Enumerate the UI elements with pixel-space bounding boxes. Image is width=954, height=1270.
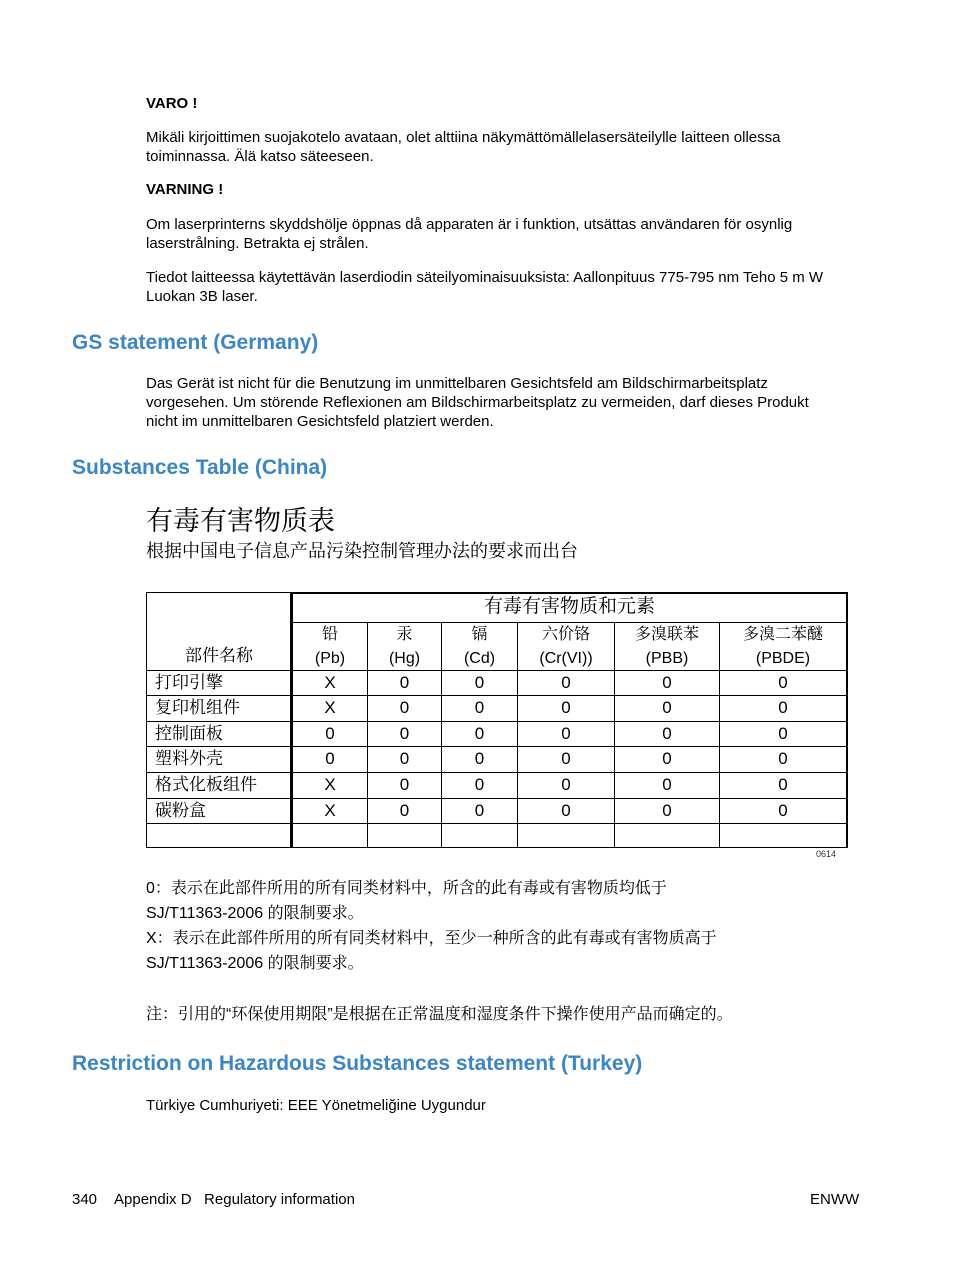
row-part-name: 碳粉盒 <box>155 801 206 820</box>
china-title: 有毒有害物质表 <box>146 506 335 536</box>
footnote: 注：引用的“环保使用期限”是根据在正常温度和湿度条件下操作使用产品而确定的。 <box>146 1006 733 1023</box>
gs-line-1: Das Gerät ist nicht für die Benutzung im unmittelbaren Gesichtsfeld am Bildschirmarbeitsplatz <box>146 375 768 392</box>
column-header-symbol: (PBDE) <box>755 650 811 667</box>
table-cell: X <box>324 673 336 692</box>
varning-label: VARNING ! <box>146 181 224 198</box>
table-cell: 0 <box>325 749 335 768</box>
column-header-cn: 铅 <box>321 626 338 643</box>
turkey-text: Türkiye Cumhuriyeti: EEE Yönetmeliğine Uygundur <box>146 1097 486 1114</box>
row-part-name: 塑料外壳 <box>155 749 223 768</box>
table-cell: 0 <box>474 698 485 717</box>
table-part-header: 部件名称 <box>185 646 253 665</box>
substances-table <box>146 592 848 848</box>
gs-line-2: vorgesehen. Um störende Reflexionen am Bildschirmarbeitsplatz zu vermeiden, darf dieses Produkt <box>146 394 809 411</box>
table-cell: 0 <box>561 724 571 743</box>
table-cell: X <box>324 801 336 820</box>
varning-text-line-1: Om laserprinterns skyddshölje öppnas då apparaten är i funktion, utsättas användaren för osynlig <box>146 216 793 233</box>
table-cell: 0 <box>399 801 410 820</box>
table-cell: 0 <box>399 775 410 794</box>
footer-right: ENWW <box>810 1191 860 1208</box>
column-header-cn: 多溴联苯 <box>634 626 699 643</box>
varo-text-line-2: toiminnassa. Älä katso säteeseen. <box>146 148 374 165</box>
table-cell: 0 <box>778 698 788 717</box>
footer-section: Appendix D Regulatory information <box>114 1191 355 1208</box>
table-cell: 0 <box>778 775 788 794</box>
table-cell: 0 <box>561 698 571 717</box>
table-cell: 0 <box>778 673 788 692</box>
table-cell: 0 <box>561 801 571 820</box>
tiedot-line-2: Luokan 3B laser. <box>146 288 258 305</box>
table-cell: 0 <box>778 801 788 820</box>
table-cell: 0 <box>662 698 672 717</box>
note-zero-line-1: 0：表示在此部件所用的所有同类材料中，所含的此有毒或有害物质均低于 <box>146 880 667 897</box>
table-cell: 0 <box>662 775 672 794</box>
table-cell: 0 <box>662 801 672 820</box>
row-part-name: 打印引擎 <box>155 673 223 692</box>
table-cell: 0 <box>399 698 410 717</box>
gs-heading: GS statement (Germany) <box>72 331 319 354</box>
varo-text-line-1: Mikäli kirjoittimen suojakotelo avataan, olet alttiina näkymättömällelasersäteilylle laitteen ollessa <box>146 129 781 146</box>
table-cell: 0 <box>399 724 410 743</box>
table-code: 0614 <box>816 849 837 859</box>
table-cell: 0 <box>325 724 335 743</box>
column-header-symbol: (Cr(VI)) <box>539 650 593 667</box>
table-cell: 0 <box>561 673 571 692</box>
table-cell: 0 <box>662 749 672 768</box>
column-header-symbol: (Hg) <box>388 650 421 667</box>
column-header-cn: 镉 <box>471 626 488 643</box>
table-cell: 0 <box>778 749 788 768</box>
table-cell: X <box>324 698 336 717</box>
table-cell: 0 <box>474 724 485 743</box>
table-cell: 0 <box>474 749 485 768</box>
table-cell: 0 <box>662 724 672 743</box>
column-header-symbol: (Cd) <box>463 650 496 667</box>
turkey-heading: Restriction on Hazardous Substances statement (Turkey) <box>72 1052 643 1075</box>
note-x-line-2: SJ/T11363-2006 的限制要求。 <box>146 955 364 972</box>
note-x-line-1: X：表示在此部件所用的所有同类材料中，至少一种所含的此有毒或有害物质高于 <box>146 930 717 947</box>
table-cell: X <box>324 775 336 794</box>
table-cell: 0 <box>474 673 485 692</box>
table-cell: 0 <box>561 775 571 794</box>
column-header-cn: 六价铬 <box>541 626 590 643</box>
column-header-symbol: (Pb) <box>314 650 346 667</box>
table-cell: 0 <box>778 724 788 743</box>
tiedot-line-1: Tiedot laitteessa käytettävän laserdiodin säteilyominaisuuksista: Aallonpituus 775-795 nm Teho 5 m W <box>146 269 824 286</box>
column-header-cn: 多溴二苯醚 <box>742 626 823 643</box>
china-subtitle: 根据中国电子信息产品污染控制管理办法的要求而出台 <box>146 541 578 561</box>
table-cell: 0 <box>474 801 485 820</box>
column-header-cn: 汞 <box>396 626 413 643</box>
column-header-symbol: (PBB) <box>645 650 689 667</box>
table-cell: 0 <box>662 673 672 692</box>
table-group-header: 有毒有害物质和元素 <box>483 596 655 617</box>
china-heading: Substances Table (China) <box>72 456 328 479</box>
page-number: 340 <box>72 1191 98 1208</box>
varo-label: VARO ! <box>146 95 198 112</box>
table-cell: 0 <box>399 673 410 692</box>
row-part-name: 格式化板组件 <box>155 775 257 794</box>
note-zero-line-2: SJ/T11363-2006 的限制要求。 <box>146 905 364 922</box>
row-part-name: 复印机组件 <box>155 698 240 717</box>
gs-line-3: nicht im unmittelbaren Gesichtsfeld platziert werden. <box>146 413 494 430</box>
table-cell: 0 <box>561 749 571 768</box>
row-part-name: 控制面板 <box>155 724 223 743</box>
table-cell: 0 <box>474 775 485 794</box>
table-cell: 0 <box>399 749 410 768</box>
varning-text-line-2: laserstrålning. Betrakta ej strålen. <box>146 235 369 252</box>
